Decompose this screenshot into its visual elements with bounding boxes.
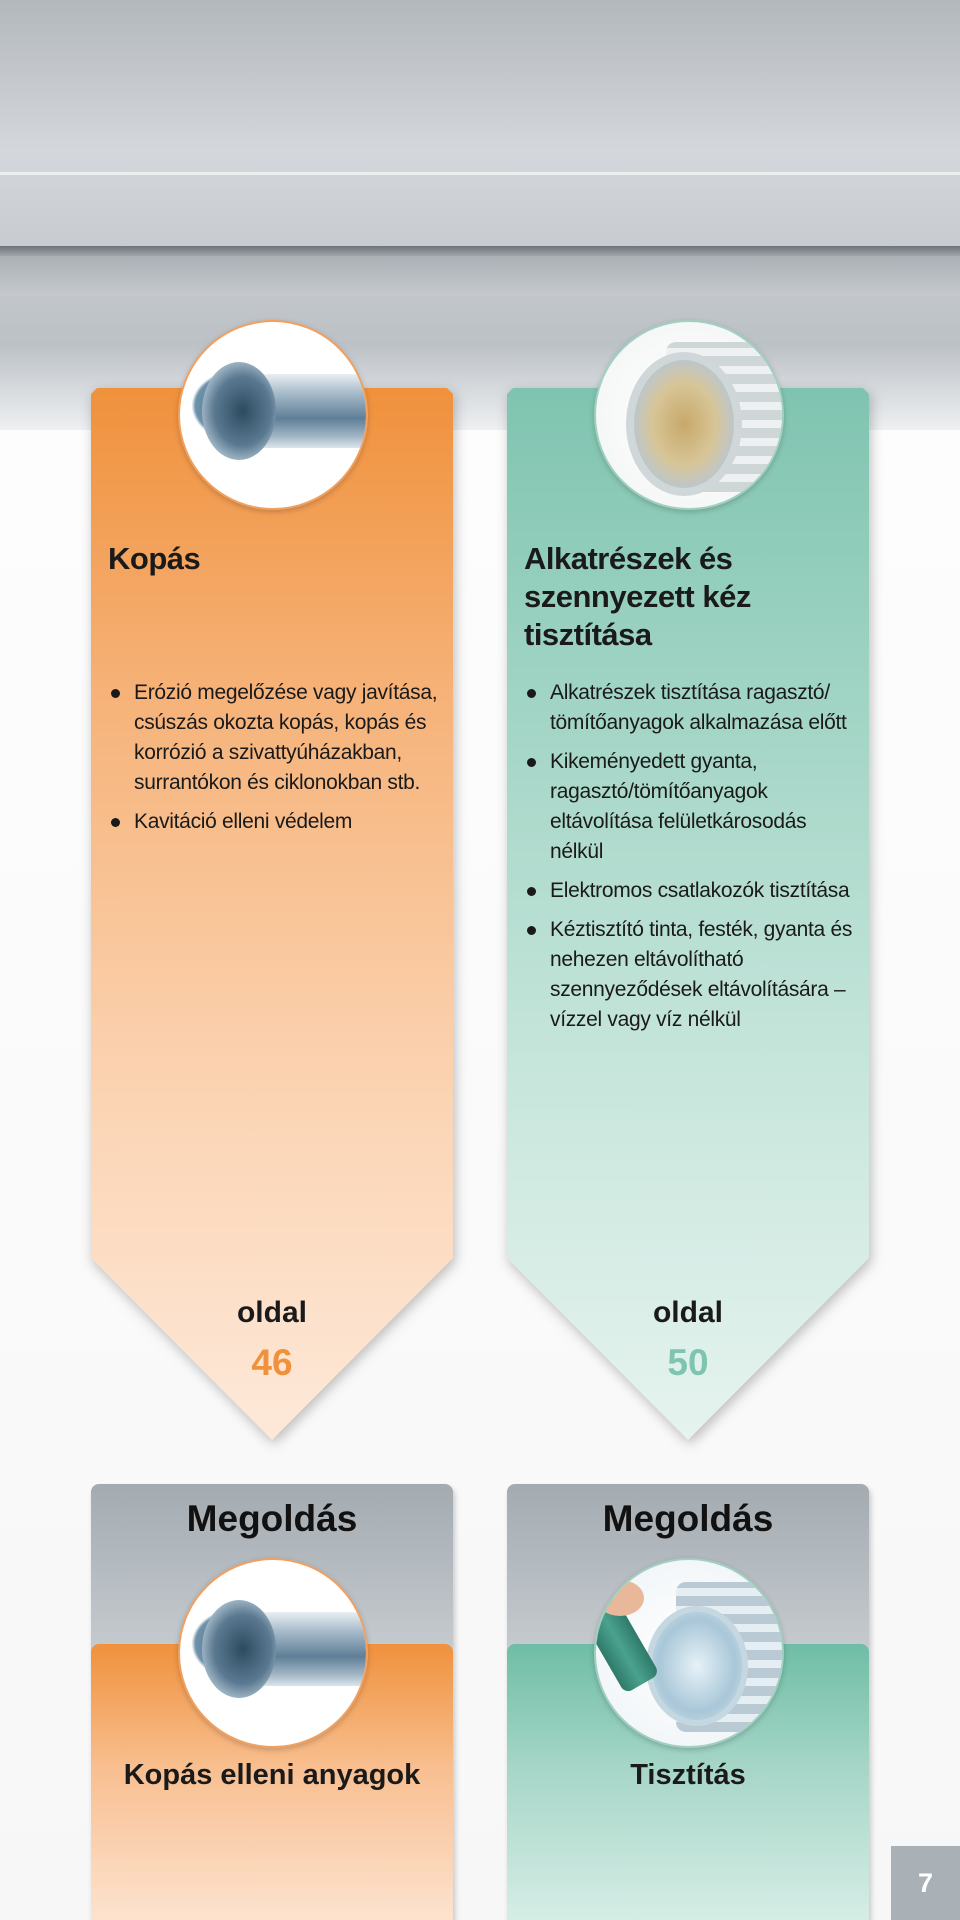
page-label: oldal <box>652 1296 723 1329</box>
bearing-ring <box>646 1606 748 1726</box>
page-reference[interactable]: 46 <box>251 1342 293 1383</box>
bullet-list <box>108 678 443 846</box>
bullet-icon <box>527 887 536 896</box>
list-item: Elektromos csatlakozók tisztítása <box>524 876 859 906</box>
page-label: oldal <box>236 1296 307 1329</box>
page-number: 7 <box>891 1846 960 1920</box>
card-wear <box>91 388 453 1440</box>
hand-icon <box>596 1580 644 1616</box>
bullet-icon <box>527 926 536 935</box>
tube-opening <box>202 1600 276 1698</box>
spray-cleaning-photo <box>594 1558 784 1748</box>
card-title: Kopás <box>108 541 201 576</box>
list-item: Erózió megelőzése vagy javítása, csúszás okozta kopás, kopás és korrózió a szivattyúházakban, surrantókon és ciklonokban stb. <box>108 678 443 798</box>
list-item: Kikeményedett gyanta, ragasztó/tömítőanyagok eltávolítása felületkárosodás nélkül <box>524 747 859 867</box>
bullet-list <box>524 678 859 1044</box>
gear-part-photo <box>594 320 784 510</box>
bearing-ring <box>626 352 742 496</box>
solution-title: Kopás elleni anyagok <box>123 1759 421 1791</box>
solution-heading: Megoldás <box>186 1498 358 1539</box>
bullet-icon <box>111 818 120 827</box>
solution-heading: Megoldás <box>602 1498 774 1539</box>
bullet-icon <box>527 689 536 698</box>
list-item: Kavitáció elleni védelem <box>108 807 443 837</box>
page-reference[interactable]: 50 <box>667 1342 709 1383</box>
bullet-icon <box>111 689 120 698</box>
card-cleaning <box>507 388 869 1440</box>
header-stripe <box>0 256 960 296</box>
bullet-icon <box>527 758 536 767</box>
list-item: Alkatrészek tisztítása ragasztó/ tömítőanyagok alkalmazása előtt <box>524 678 859 738</box>
header-stripe <box>0 246 960 256</box>
header-background <box>0 0 960 430</box>
card-title: Alkatrészek és szennyezett kéz tisztítása <box>524 541 751 652</box>
wear-tube-photo <box>178 1558 368 1748</box>
list-item: Kéztisztító tinta, festék, gyanta és nehezen eltávolítható szennyeződések eltávolítására – vízzel vagy víz nélkül <box>524 915 859 1035</box>
tube-opening <box>202 362 276 460</box>
solution-title: Tisztítás <box>630 1759 746 1791</box>
wear-tube-photo <box>178 320 368 510</box>
header-stripe <box>0 172 960 175</box>
